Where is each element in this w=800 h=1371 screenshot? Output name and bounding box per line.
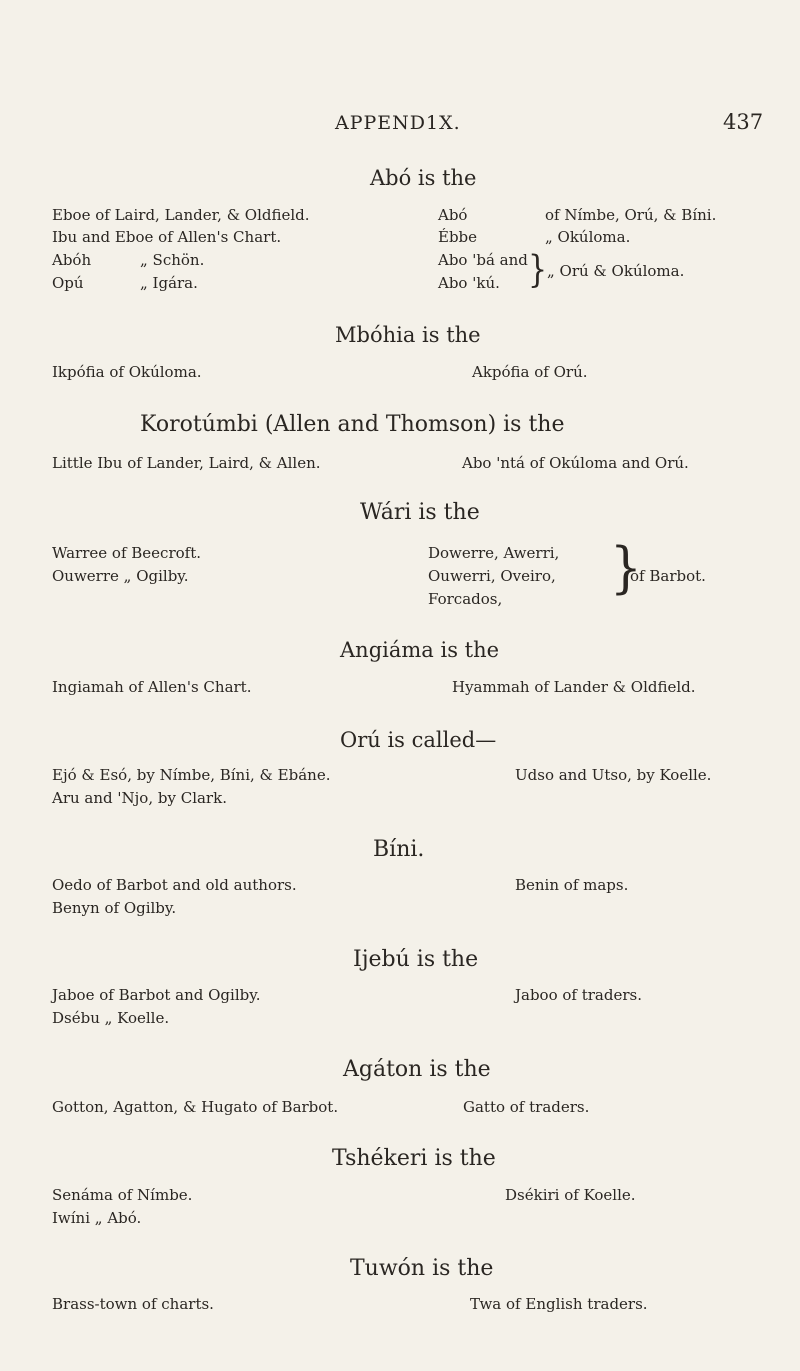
- entry-text: Benin of maps.: [515, 876, 629, 894]
- entry-text: Ejó & Esó, by Nímbe, Bíni, & Ebáne.: [52, 766, 331, 784]
- entry-text: Aru and 'Njo, by Clark.: [52, 789, 227, 807]
- section-heading-tuwon: Tuwón is the: [350, 1256, 494, 1281]
- section-heading-abo: Abó is the: [370, 166, 477, 190]
- entry-text: Benyn of Ogilby.: [52, 899, 177, 917]
- entry-text: Eboe of Laird, Lander, & Oldfield.: [52, 206, 310, 224]
- section-heading-mbohia: Mbóhia is the: [335, 323, 481, 347]
- page-number: 437: [723, 110, 764, 134]
- entry-text: Ibu and Eboe of Allen's Chart.: [52, 228, 282, 246]
- entry-text: of Barbot.: [630, 567, 706, 585]
- entry-text: Forcados,: [428, 590, 503, 608]
- entry-text: Warree of Beecroft.: [52, 544, 201, 562]
- section-heading-agaton: Agáton is the: [343, 1057, 491, 1082]
- entry-text: Ikpófia of Okúloma.: [52, 363, 202, 381]
- entry-text: Jaboe of Barbot and Ogilby.: [52, 986, 261, 1004]
- entry-text: Ouwerre „ Ogilby.: [52, 567, 189, 585]
- brace: }: [528, 248, 548, 292]
- entry-text: Gotton, Agatton, & Hugato of Barbot.: [52, 1098, 339, 1116]
- entry-text: Iwíni „ Abó.: [52, 1209, 142, 1227]
- section-heading-ijebu: Ijebú is the: [353, 947, 479, 972]
- section-heading-bini: Bíni.: [373, 837, 425, 862]
- entry-text: „ Igára.: [140, 274, 198, 292]
- section-heading-angiama: Angiáma is the: [340, 638, 500, 662]
- entry-text: Ingiamah of Allen's Chart.: [52, 678, 252, 696]
- entry-text: Dsébu „ Koelle.: [52, 1009, 170, 1027]
- entry-text: of Nímbe, Orú, & Bíni.: [545, 206, 717, 224]
- entry-text: Ébbe: [438, 228, 478, 246]
- entry-text: Akpófia of Orú.: [472, 363, 588, 381]
- entry-text: Gatto of traders.: [463, 1098, 590, 1116]
- entry-text: „ Okúloma.: [545, 228, 631, 246]
- section-heading-wari: Wári is the: [360, 500, 480, 525]
- entry-text: „ Schön.: [140, 251, 205, 269]
- entry-text: Abo 'bá and: [438, 251, 528, 269]
- running-title: APPEND1X.: [335, 112, 461, 134]
- brace: }: [610, 536, 642, 600]
- entry-text: Senáma of Nímbe.: [52, 1186, 193, 1204]
- entry-text: Oedo of Barbot and old authors.: [52, 876, 297, 894]
- entry-text: Brass-town of charts.: [52, 1295, 214, 1313]
- section-heading-tshekeri: Tshékeri is the: [332, 1146, 496, 1171]
- entry-text: Jaboo of traders.: [515, 986, 642, 1004]
- entry-text: Abo 'ntá of Okúloma and Orú.: [462, 454, 689, 472]
- entry-text: Little Ibu of Lander, Laird, & Allen.: [52, 454, 321, 472]
- entry-text: Abo 'kú.: [438, 274, 500, 292]
- section-heading-korotumbi: Korotúmbi (Allen and Thomson) is the: [140, 412, 565, 437]
- entry-text: „ Orú & Okúloma.: [547, 262, 685, 280]
- entry-text: Abóh: [52, 251, 92, 269]
- entry-text: Ouwerri, Oveiro,: [428, 567, 556, 585]
- section-heading-oru: Orú is called—: [340, 728, 497, 752]
- entry-text: Opú: [52, 274, 84, 292]
- entry-text: Udso and Utso, by Koelle.: [515, 766, 712, 784]
- entry-text: Abó: [438, 206, 468, 224]
- entry-text: Dsékiri of Koelle.: [505, 1186, 636, 1204]
- entry-text: Dowerre, Awerri,: [428, 544, 560, 562]
- entry-text: Twa of English traders.: [470, 1295, 648, 1313]
- entry-text: Hyammah of Lander & Oldfield.: [452, 678, 696, 696]
